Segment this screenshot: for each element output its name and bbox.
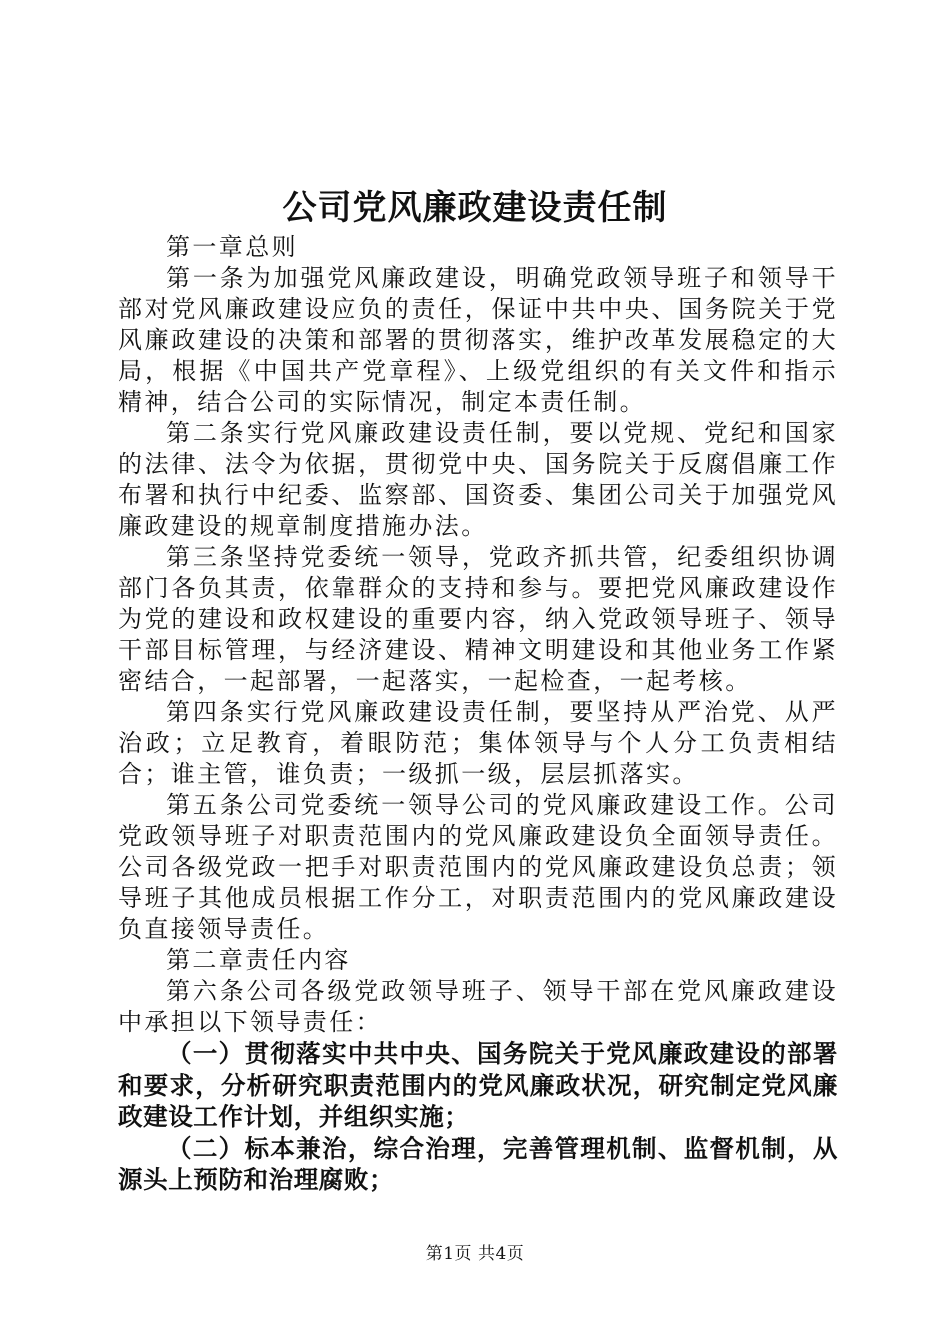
article-paragraph: 第二条实行党风廉政建设责任制，要以党规、党纪和国家的法律、法令为依据，贯彻党中央、国务院关于反腐倡廉工作布署和执行中纪委、监察部、国资委、集团公司关于加强党风廉政建设的规章制度措施办法。 (118, 419, 838, 540)
article-paragraph: 第三条坚持党委统一领导，党政齐抓共管，纪委组织协调部门各负其责，依靠群众的支持和参与。要把党风廉政建设作为党的建设和政权建设的重要内容，纳入党政领导班子、领导干部目标管理，与经济建设、精神文明建设和其他业务工作紧密结合，一起部署，一起落实，一起检查，一起考核。 (118, 543, 838, 695)
chapter-heading: 第二章责任内容 (166, 946, 351, 974)
list-item-paragraph: （一）贯彻落实中共中央、国务院关于党风廉政建设的部署和要求，分析研究职责范围内的党风廉政状况，研究制定党风廉政建设工作计划，并组织实施； (118, 1039, 838, 1131)
document-body (118, 232, 838, 1196)
list-item-paragraph: （二）标本兼治，综合治理，完善管理机制、监督机制，从源头上预防和治理腐败； (118, 1133, 838, 1194)
article-paragraph: 第五条公司党委统一领导公司的党风廉政建设工作。公司党政领导班子对职责范围内的党风廉政建设负全面领导责任。公司各级党政一把手对职责范围内的党风廉政建设负总责；领导班子其他成员根据工作分工，对职责范围内的党风廉政建设负直接领导责任。 (118, 791, 838, 943)
chapter-heading: 第一章总则 (166, 233, 298, 261)
page-number-footer: 第1页 共4页 (425, 1244, 525, 1264)
document-title: 公司党风廉政建设责任制 (282, 188, 668, 228)
article-paragraph: 第一条为加强党风廉政建设，明确党政领导班子和领导干部对党风廉政建设应负的责任，保证中共中央、国务院关于党风廉政建设的决策和部署的贯彻落实，维护改革发展稳定的大局，根据《中国共产党章程》、上级党组织的有关文件和指示精神，结合公司的实际情况，制定本责任制。 (118, 264, 838, 416)
article-paragraph: 第六条公司各级党政领导班子、领导干部在党风廉政建设中承担以下领导责任： (118, 977, 838, 1036)
article-paragraph: 第四条实行党风廉政建设责任制，要坚持从严治党、从严治政；立足教育，着眼防范；集体领导与个人分工负责相结合；谁主管，谁负责；一级抓一级，层层抓落实。 (118, 698, 838, 788)
